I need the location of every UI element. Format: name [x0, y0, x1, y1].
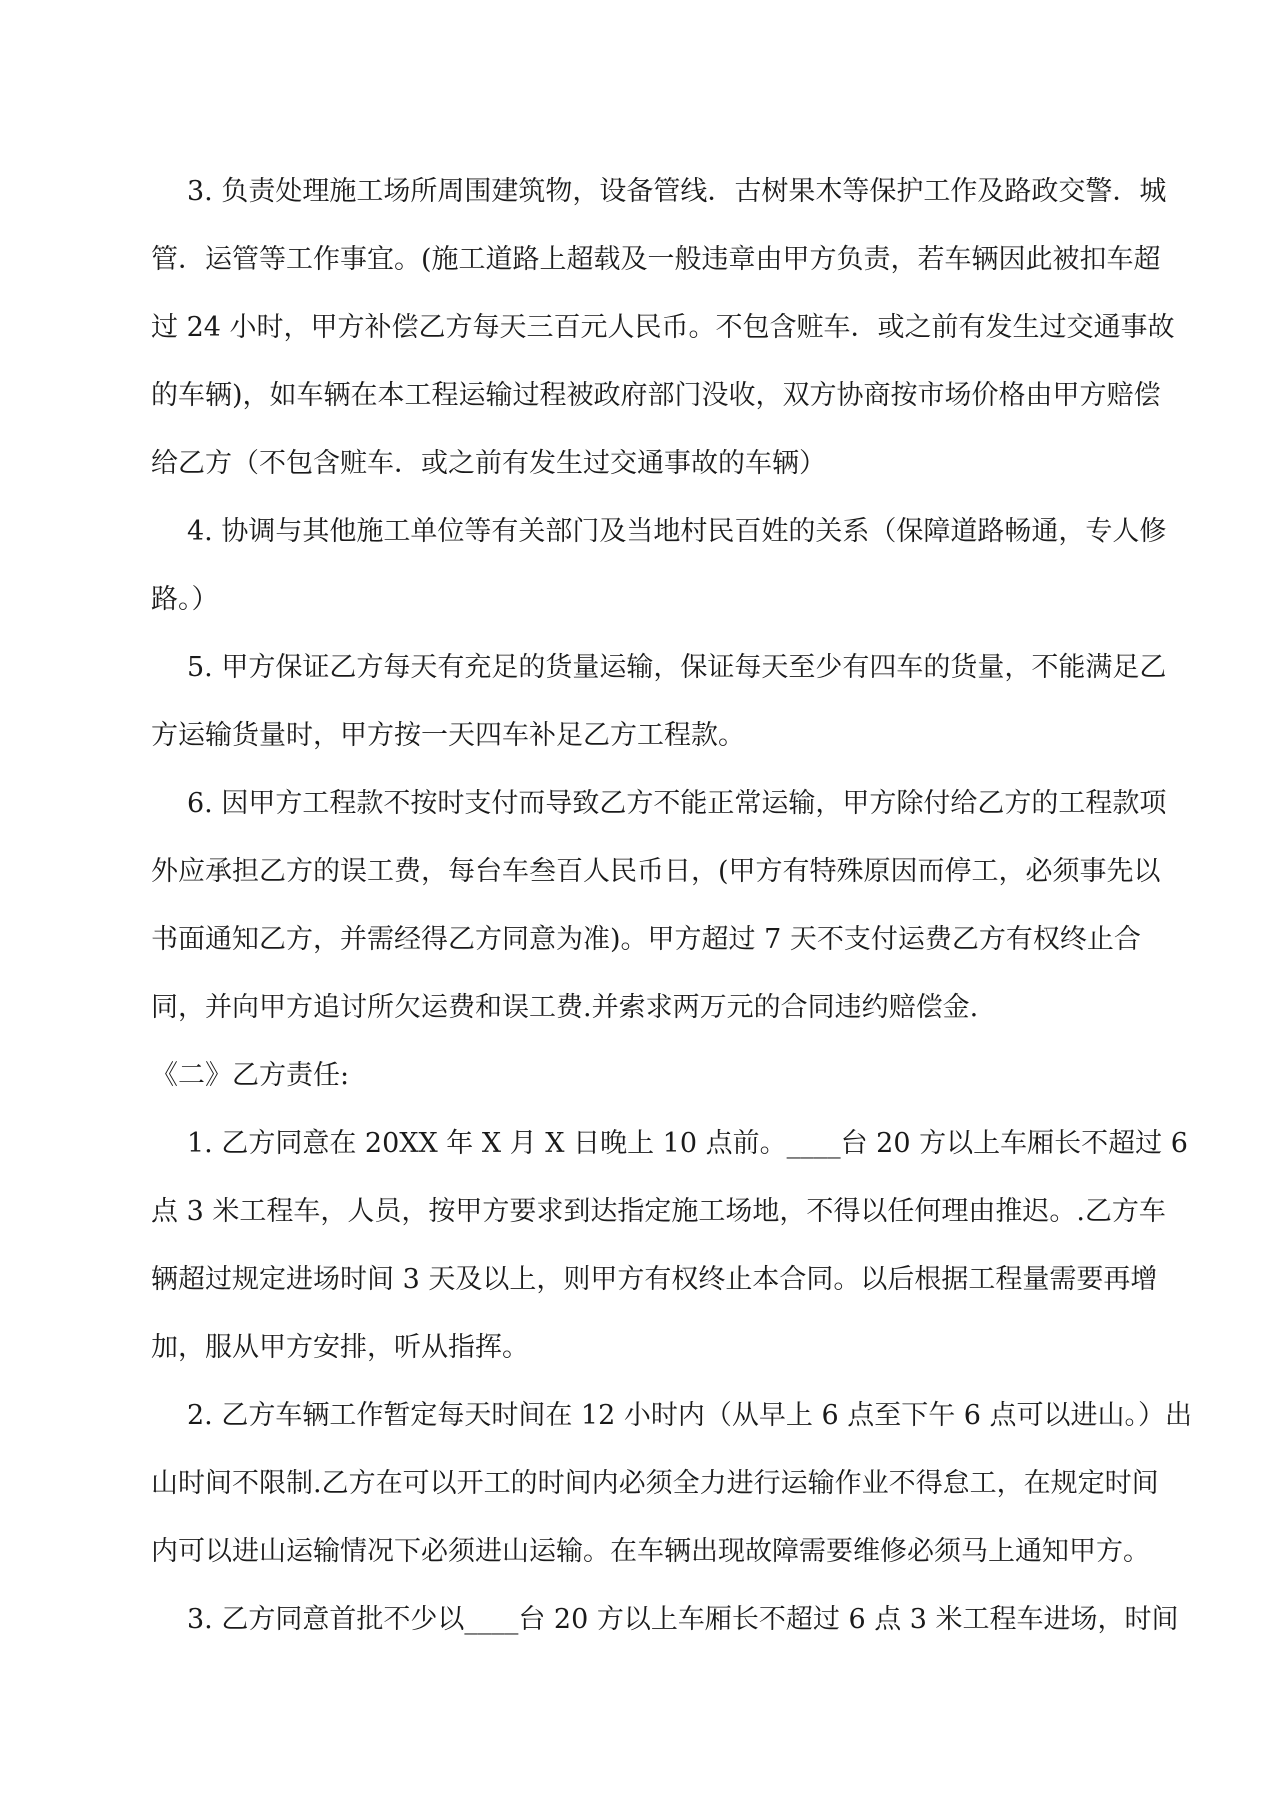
text-line: 4. 协调与其他施工单位等有关部门及当地村民百姓的关系（保障道路畅通，专人修: [187, 516, 1167, 547]
text-line: 《二》乙方责任:: [151, 1060, 350, 1091]
text-line: 2. 乙方车辆工作暂定每天时间在 12 小时内（从早上 6 点至下午 6 点可以进山。）出: [187, 1400, 1193, 1431]
paragraph: [151, 770, 1167, 1042]
paragraph: [151, 498, 1167, 634]
paragraph: [151, 1042, 1131, 1110]
text-line: 给乙方（不包含赃车．或之前有发生过交通事故的车辆）: [151, 448, 826, 479]
text-line: 路。）: [151, 584, 219, 615]
text-line: 5. 甲方保证乙方每天有充足的货量运输，保证每天至少有四车的货量，不能满足乙: [187, 652, 1167, 683]
text-line: 过 24 小时，甲方补偿乙方每天三百元人民币。不包含赃车．或之前有发生过交通事故: [151, 312, 1175, 343]
paragraph: [151, 1110, 1188, 1382]
text-line: 1. 乙方同意在 20XX 年 X 月 X 日晚上 10 点前。____台 20 方以上车厢长不超过 6: [187, 1128, 1188, 1159]
text-line: 方运输货量时，甲方按一天四车补足乙方工程款。: [151, 720, 745, 751]
paragraph: [151, 158, 1175, 498]
paragraph: [151, 1586, 1179, 1654]
text-line: 山时间不限制.乙方在可以开工的时间内必须全力进行运输作业不得怠工，在规定时间: [151, 1468, 1159, 1499]
text-line: 辆超过规定进场时间 3 天及以上，则甲方有权终止本合同。以后根据工程量需要再增: [151, 1264, 1158, 1295]
text-line: 内可以进山运输情况下必须进山运输。在车辆出现故障需要维修必须马上通知甲方。: [151, 1536, 1150, 1567]
text-line: 6. 因甲方工程款不按时支付而导致乙方不能正常运输，甲方除付给乙方的工程款项: [187, 788, 1167, 819]
text-line: 管．运管等工作事宜。(施工道路上超载及一般违章由甲方负责，若车辆因此被扣车超: [151, 244, 1161, 275]
contract-body: [151, 158, 1193, 1654]
text-line: 加，服从甲方安排，听从指挥。: [151, 1332, 529, 1363]
text-line: 3. 乙方同意首批不少以____台 20 方以上车厢长不超过 6 点 3 米工程车进场，时间: [187, 1604, 1179, 1635]
paragraph: [151, 634, 1167, 770]
text-line: 书面通知乙方，并需经得乙方同意为准)。甲方超过 7 天不支付运费乙方有权终止合: [151, 924, 1141, 955]
text-line: 3. 负责处理施工场所周围建筑物，设备管线．古树果木等保护工作及路政交警．城: [187, 176, 1167, 207]
text-line: 的车辆)，如车辆在本工程运输过程被政府部门没收，双方协商按市场价格由甲方赔偿: [151, 380, 1161, 411]
paragraph: [151, 1382, 1193, 1586]
text-line: 点 3 米工程车，人员，按甲方要求到达指定施工场地，不得以任何理由推迟。.乙方车: [151, 1196, 1166, 1227]
text-line: 同，并向甲方追讨所欠运费和误工费.并索求两万元的合同违约赔偿金.: [151, 992, 979, 1023]
text-line: 外应承担乙方的误工费，每台车叁百人民币日，(甲方有特殊原因而停工，必须事先以: [151, 856, 1161, 887]
